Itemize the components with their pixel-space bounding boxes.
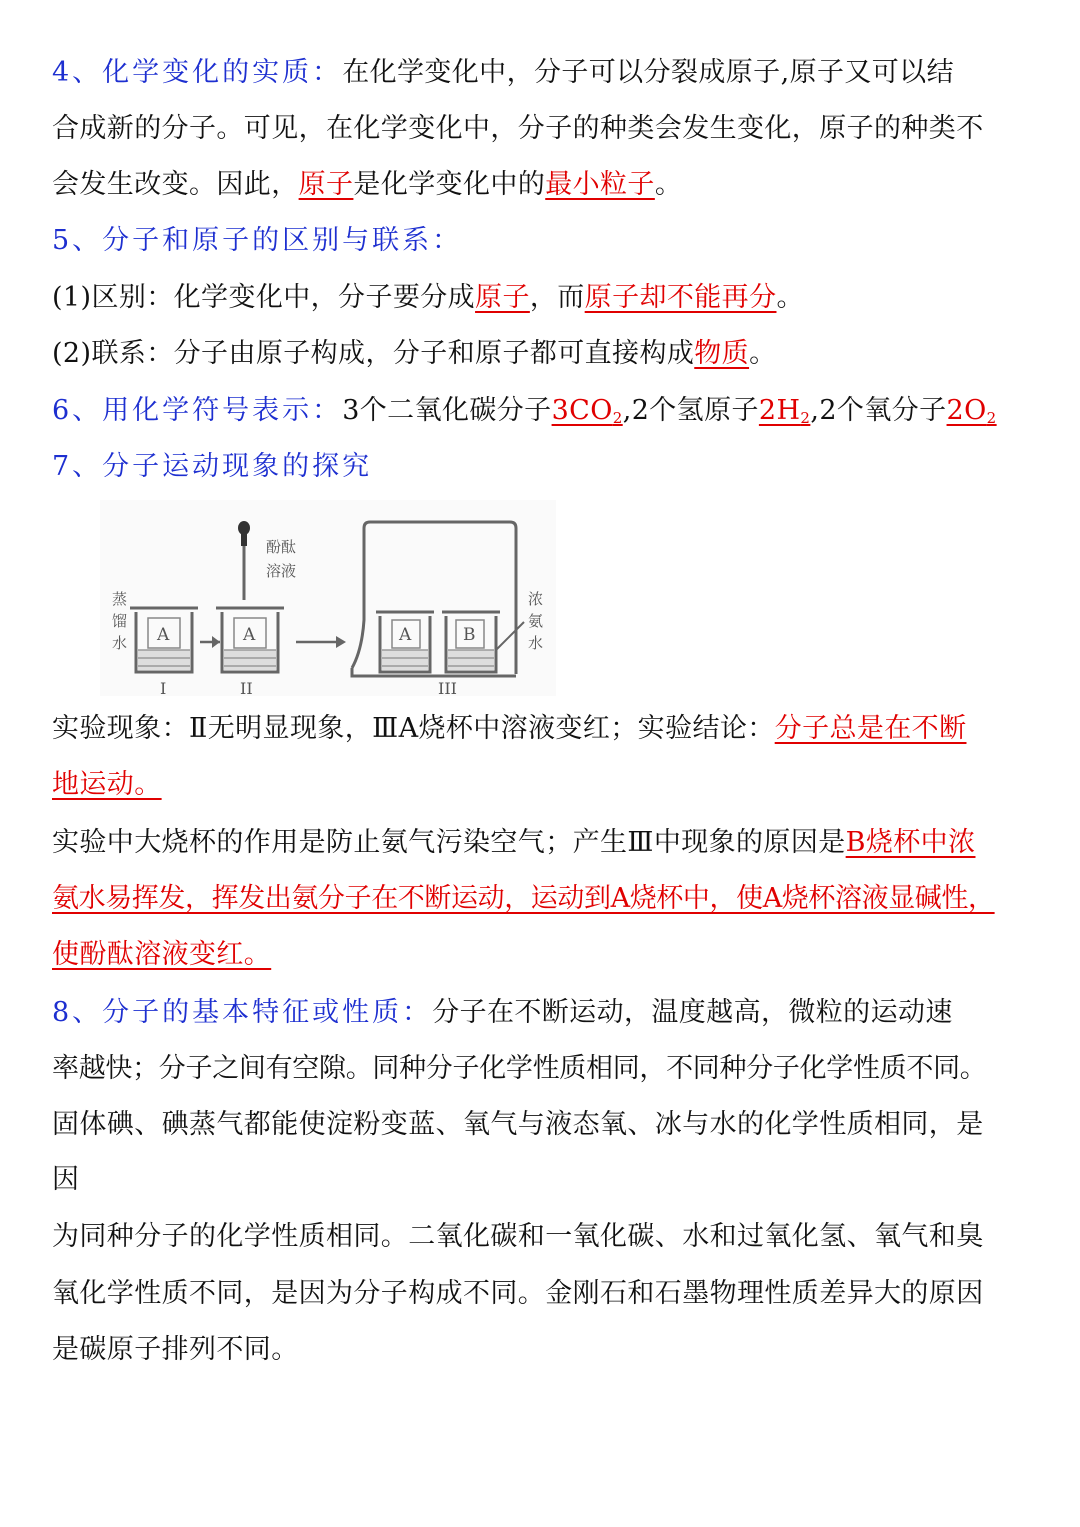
s8-text-5: 为同种分子的化学性质相同。二氧化碳和一氧化碳、水和过氧化氢、氧气和臭 xyxy=(52,1221,984,1252)
s6-text-2: ,2个氢原子 xyxy=(622,395,759,426)
distilled-water-label xyxy=(112,590,127,652)
beaker-2-liquid xyxy=(224,650,276,670)
s7-observation-line-2 xyxy=(52,768,162,802)
beaker-4-liquid xyxy=(448,650,494,670)
s7-observation-line-1 xyxy=(52,712,967,746)
ammonia-char-2: 氨 xyxy=(528,612,544,630)
s8-text-3: 固体碘、碘蒸气都能使淀粉变蓝、氧气与液态氧、冰与水的化学性质相同，是 xyxy=(52,1109,984,1140)
experiment-diagram xyxy=(100,500,556,696)
s6-answer-o2-main: 2O xyxy=(946,395,987,426)
s4-answer-smallest: 最小粒子 xyxy=(545,169,655,200)
s5-answer-2: 原子却不能再分 xyxy=(584,282,777,313)
phenol-line-2: 溶液 xyxy=(266,562,297,580)
s7-reason-answer-1: B烧杯中浓 xyxy=(845,827,976,858)
s5-text-1c: 。 xyxy=(776,282,804,313)
s7-reason-line-3 xyxy=(52,938,271,972)
s6-answer-h2 xyxy=(759,395,810,426)
step-2-label: II xyxy=(240,679,253,696)
s5-heading-line xyxy=(52,224,462,258)
ammonia-char-3: 水 xyxy=(528,634,544,652)
s4-text-3c: 。 xyxy=(654,169,683,200)
s4-text-3a: 会发生改变。因此， xyxy=(52,169,299,200)
beaker-3-liquid xyxy=(382,650,428,670)
s8-line-6 xyxy=(52,1277,984,1311)
s8-line-7 xyxy=(52,1333,299,1367)
s4-text-3b: 是化学变化中的 xyxy=(353,169,546,200)
s7-reason-text: 实验中大烧杯的作用是防止氨气污染空气；产生Ⅲ中现象的原因是 xyxy=(52,827,846,858)
water-char-1: 蒸 xyxy=(112,590,128,608)
s4-heading: 4、化学变化的实质： xyxy=(52,57,343,88)
s8-text-2: 率越快；分子之间有空隙。同种分子化学性质相同，不同种分子化学性质不同。 xyxy=(52,1053,987,1084)
s8-line-4 xyxy=(52,1163,79,1197)
s7-reason-answer-3: 使酚酞溶液变红。 xyxy=(52,939,272,970)
s8-heading: 8、分子的基本特征或性质： xyxy=(52,997,433,1028)
s4-answer-atom: 原子 xyxy=(298,169,354,200)
beaker-1-label: A xyxy=(157,625,170,645)
s6-answer-co2-main: 3CO xyxy=(551,395,613,426)
s6-answer-o2-sub: 2 xyxy=(986,409,997,427)
s5-answer-3: 物质 xyxy=(694,338,750,369)
beaker-3-label: A xyxy=(399,625,412,645)
s7-conclusion-2: 地运动。 xyxy=(52,769,162,800)
s5-text-2b: 。 xyxy=(749,338,777,369)
beaker-4-label: B xyxy=(463,625,476,645)
s8-line-5 xyxy=(52,1220,984,1254)
s6-text-1: 3个二氧化碳分子 xyxy=(342,395,552,426)
step-3-label: III xyxy=(438,679,457,696)
s7-reason-line-2 xyxy=(52,882,995,916)
s4-line-2 xyxy=(52,112,984,146)
s4-text-2: 合成新的分子。可见，在化学变化中，分子的种类会发生变化，原子的种类不 xyxy=(52,113,984,144)
s7-heading-line xyxy=(52,450,372,484)
s7-reason-line-1 xyxy=(52,826,975,860)
s8-text-6: 氧化学性质不同，是因为分子构成不同。金刚石和石墨物理性质差异大的原因 xyxy=(52,1278,984,1309)
beaker-2-label: A xyxy=(243,625,256,645)
s6-answer-h2-main: 2H xyxy=(758,395,801,426)
s8-line-3 xyxy=(52,1108,984,1142)
phenol-line-1: 酚酞 xyxy=(266,538,297,556)
s7-heading: 7、分子运动现象的探究 xyxy=(52,451,373,482)
s5-answer-1: 原子 xyxy=(475,282,530,313)
s8-text-4: 因 xyxy=(52,1164,80,1195)
s6-answer-o2 xyxy=(947,395,997,426)
ammonia-char-1: 浓 xyxy=(528,590,544,608)
s5-line-2 xyxy=(52,337,776,371)
s5-text-1a: (1)区别：化学变化中，分子要分成 xyxy=(52,282,476,313)
s4-text-1: 在化学变化中，分子可以分裂成原子,原子又可以结 xyxy=(342,57,954,88)
s6-line xyxy=(52,394,997,435)
s6-heading: 6、用化学符号表示： xyxy=(52,395,343,426)
s4-line-1 xyxy=(52,56,954,90)
s4-line-3 xyxy=(52,168,682,202)
s7-observation-text: 实验现象：Ⅱ无明显现象，ⅢA烧杯中溶液变红；实验结论： xyxy=(52,713,775,744)
step-1-label: I xyxy=(160,679,167,696)
s7-conclusion-1: 分子总是在不断 xyxy=(774,713,967,744)
s5-text-2a: (2)联系：分子由原子构成，分子和原子都可直接构成 xyxy=(52,338,695,369)
ammonia-label xyxy=(528,590,543,652)
water-char-2: 馏 xyxy=(112,612,128,630)
beaker-1-liquid xyxy=(138,650,190,670)
s5-heading: 5、分子和原子的区别与联系： xyxy=(52,225,463,256)
water-char-3: 水 xyxy=(112,634,128,652)
s6-answer-co2 xyxy=(552,395,623,426)
s6-answer-h2-sub: 2 xyxy=(800,409,811,427)
s8-line-1 xyxy=(52,996,953,1030)
s8-text-1: 分子在不断运动，温度越高，微粒的运动速 xyxy=(432,997,953,1028)
s7-reason-answer-2: 氨水易挥发，挥发出氨分子在不断运动，运动到A烧杯中，使A烧杯溶液显碱性， xyxy=(52,883,995,914)
s8-text-7: 是碳原子排列不同。 xyxy=(52,1334,299,1365)
s6-answer-co2-sub: 2 xyxy=(612,409,623,427)
s5-text-1b: ，而 xyxy=(529,282,585,313)
s6-text-3: ,2个氧分子 xyxy=(810,395,947,426)
s8-line-2 xyxy=(52,1052,987,1086)
s5-line-1 xyxy=(52,281,804,315)
